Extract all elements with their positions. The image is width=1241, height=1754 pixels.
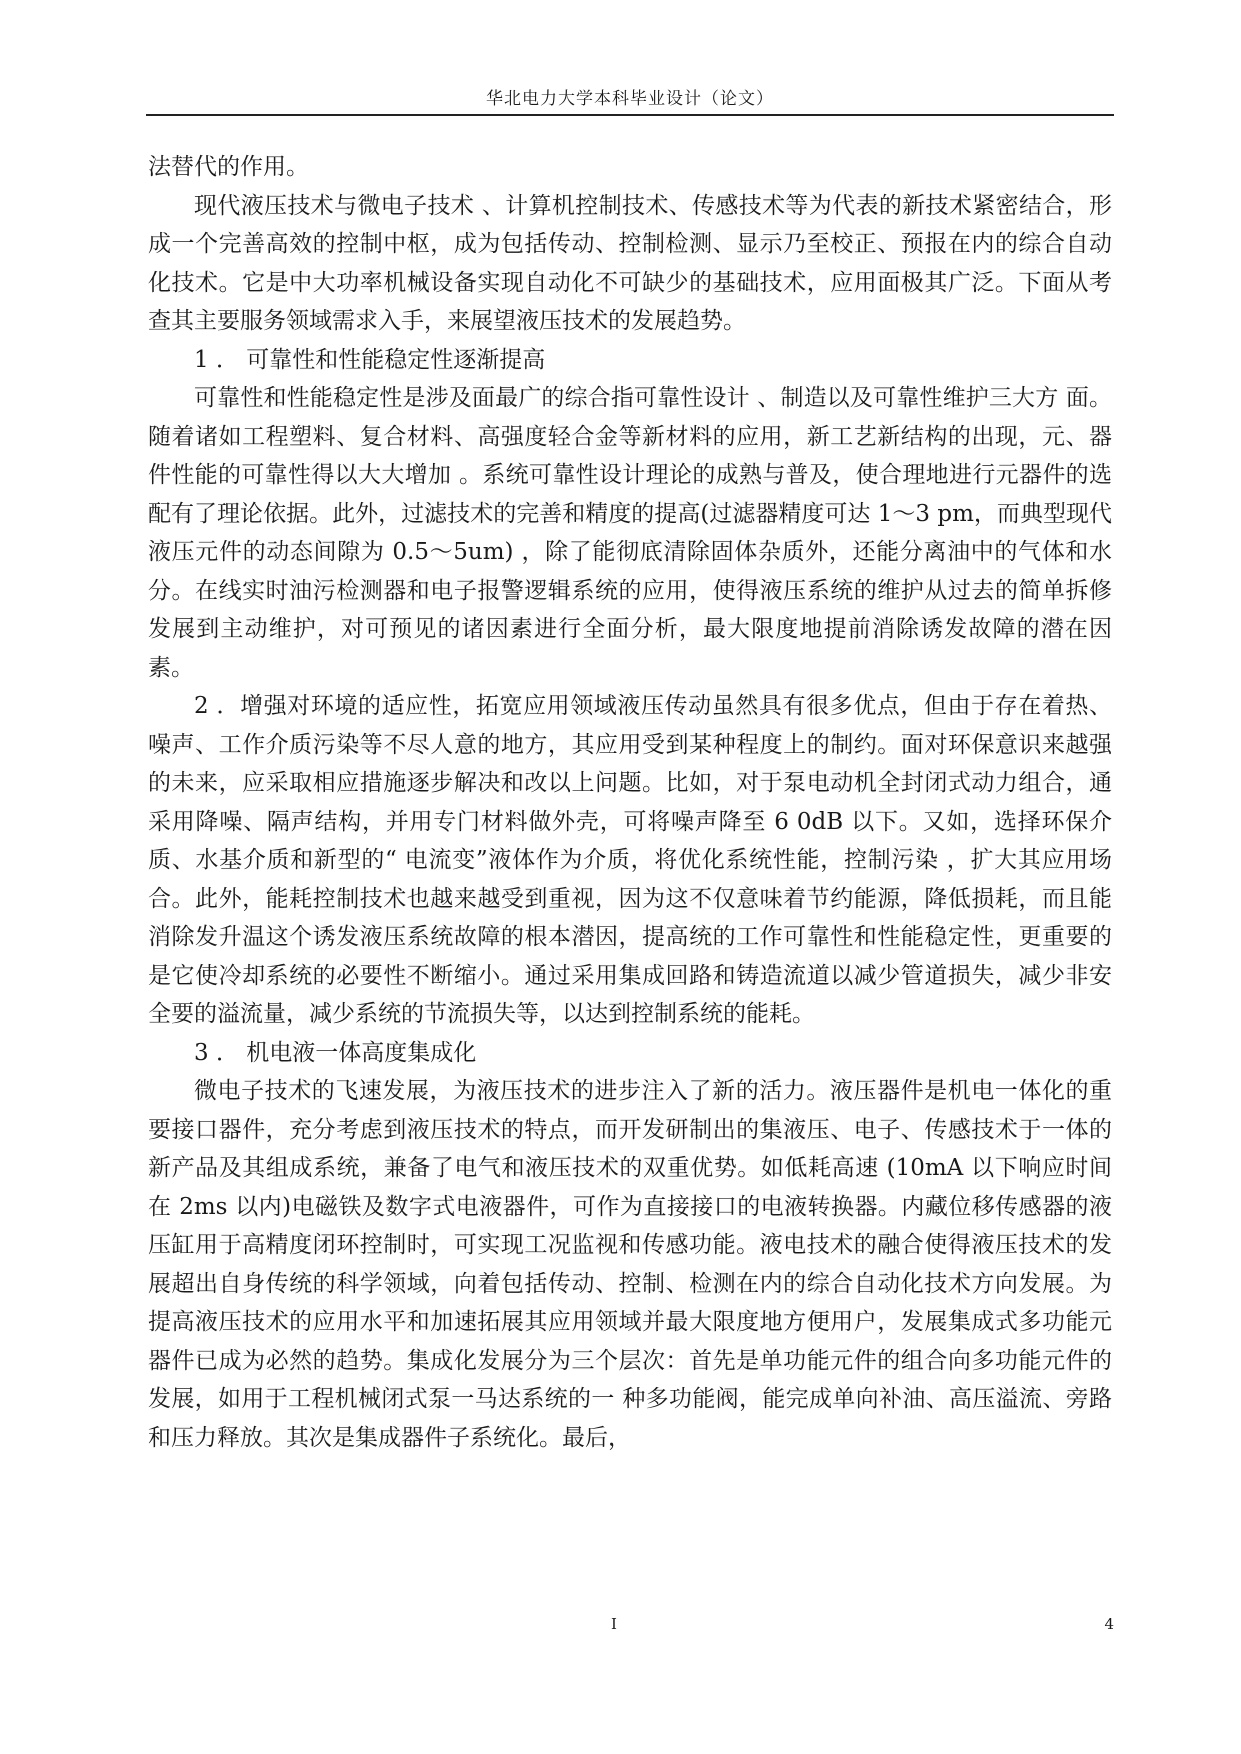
paragraph-continuation: 法替代的作用。 bbox=[148, 154, 309, 180]
paragraph-adaptability: 2 ．增强对环境的适应性，拓宽应用领域液压传动虽然具有很多优点，但由于存在着热、噪声、工作介质污染等不尽人意的地方，其应用受到某种程度上的制约。面对环保意识来越强的未来，应采取相应措施逐步解决和改以上问题。比如，对于泵电动机全封闭式动力组合，通采用降噪、隔声结构，并用专门材料做外壳，可将噪声降至 6 0dB 以下。又如，选择环保介质、水基介质和新型的“ 电流变”液体作为介质，将优化系统性能，控制污染 ，扩大其应用场合。此外，能耗控制技术也越来越受到重视，因为这不仅意味着节约能源，降低损耗，而且能消除发升温这个诱发液压系统故障的根本潜因，提高统的工作可靠性和性能稳定性，更重要的是它使冷却系统的必要性不断缩小。通过采用集成回路和铸造流道以减少管道损失，减少非安全要的溢流量，减少系统的节流损失等，以达到控制系统的能耗。 bbox=[148, 693, 1112, 1027]
paragraph-intro: 现代液压技术与微电子技术 、计算机控制技术、传感技术等为代表的新技术紧密结合，形成一个完善高效的控制中枢，成为包括传动、控制检测、显示乃至校正、预报在内的综合自动化技术。它是中大功率机械设备实现自动化不可缺少的基础技术，应用面极其广泛。下面从考查其主要服务领域需求入手，来展望液压技术的发展趋势。 bbox=[148, 192, 1112, 334]
section-heading-1: 1 ． 可靠性和性能稳定性逐渐提高 bbox=[194, 346, 546, 373]
paragraph-integration: 微电子技术的飞速发展，为液压技术的进步注入了新的活力。液压器件是机电一体化的重要接口器件，充分考虑到液压技术的特点，而开发研制出的集液压、电子、传感技术于一体的新产品及其组成系统，兼备了电气和液压技术的双重优势。如低耗高速 (10mA 以下响应时间在 2ms 以内)电磁铁及数字式电液器件，可作为直接接口的电液转换器。内藏位移传感器的液压缸用于高精度闭环控制时，可实现工况监视和传感功能。液电技术的融合使得液压技术的发展超出自身传统的科学领域，向着包括传动、控制、检测在内的综合自动化技术方向发展。为提高液压技术的应用水平和加速拓展其应用领域并最大限度地方便用户，发展集成式多功能元器件已成为必然的趋势。集成化发展分为三个层次：首先是单功能元件的组合向多功能元件的发展，如用于工程机械闭式泵一马达系统的一 种多功能阀，能完成单向补油、高压溢流、旁路和压力释放。其次是集成器件子系统化。最后， bbox=[148, 1078, 1112, 1451]
footer-roman-numeral: I bbox=[611, 1615, 617, 1633]
document-body bbox=[148, 148, 1112, 1457]
section-heading-3: 3 ． 机电液一体高度集成化 bbox=[194, 1039, 477, 1066]
page-footer bbox=[146, 1612, 1114, 1636]
paragraph-reliability: 可靠性和性能稳定性是涉及面最广的综合指可靠性设计 、制造以及可靠性维护三大方 面。随着诸如工程塑料、复合材料、高强度轻合金等新材料的应用，新工艺新结构的出现，元、器件性能的可靠性得以大大增加 。系统可靠性设计理论的成熟与普及，使合理地进行元器件的选配有了理论依据。此外，过滤技术的完善和精度的提高(过滤器精度可达 1～3 pm，而典型现代液压元件的动态间隙为 0.5～5um) ，除了能彻底清除固体杂质外，还能分离油中的气体和水分。在线实时油污检测器和电子报警逻辑系统的应用，使得液压系统的维护从过去的简单拆修发展到主动维护，对可预见的诸因素进行全面分析，最大限度地提前消除诱发故障的潜在因素。 bbox=[148, 385, 1112, 681]
page-number: 4 bbox=[1104, 1615, 1114, 1633]
header-divider bbox=[146, 114, 1114, 116]
running-header: 华北电力大学本科毕业设计（论文） bbox=[486, 89, 774, 109]
